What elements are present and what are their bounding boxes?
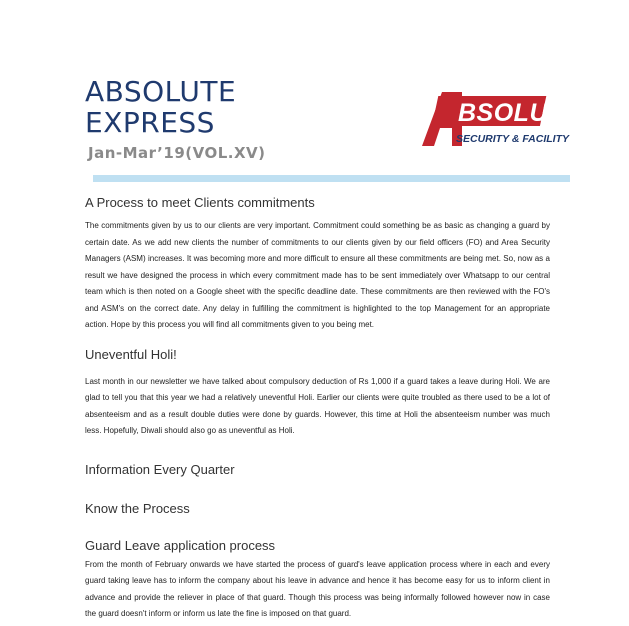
newsletter-content <box>85 195 550 623</box>
newsletter-title <box>85 76 236 138</box>
section-body: From the month of February onwards we have started the process of guard's leave application process where in each and every guard taking leave has to inform the company about his leave in advance and hence it has become easy for us to inform client in advance and provide the reliever in place of that guard. Though this process was being informally followed however now in case the guard doesn't inform or inform us late the fine is imposed on that guard. <box>85 559 550 618</box>
section-body: The commitments given by us to our clients are very important. Commitment could something be as basic as changing a guard by certain date. As we add new clients the number of commitments to our clients given by our field officers (FO) and Area Security Managers (ASM) increases. It was becoming more and more difficult to ensure all these commitments are being met. So, now as a result we have designed the process in which every commitment made has to be sent immediately over Whatsapp to our central team which is then noted on a Google sheet with the specific deadline date. These commitments are then reviewed with the FO's and ASM's on the correct date. Any delay in fulfilling the commitment is highlighted to the top Management for an appropriate action. Hope by this process you will find all commitments given to you being met. <box>85 221 550 329</box>
section-heading: Know the Process <box>85 500 190 516</box>
section-heading: Guard Leave application process <box>85 537 276 553</box>
title-line-2: EXPRESS <box>85 106 215 139</box>
logo-word: BSOLUTE <box>458 99 581 127</box>
issue-label: Jan-Mar’19(VOL.XV) <box>88 144 266 162</box>
section-heading: A Process to meet Clients commitments <box>85 195 315 210</box>
logo-tagline: SECURITY & FACILITY <box>456 133 569 145</box>
section-heading: Uneventful Holi! <box>85 346 177 362</box>
title-line-1: ABSOLUTE <box>85 75 237 108</box>
header-divider <box>93 175 570 182</box>
logo-graphic <box>418 88 581 150</box>
absolute-logo <box>418 88 581 150</box>
section-body: Last month in our newsletter we have talked about compulsory deduction of Rs 1,000 if a guard takes a leave during Holi. We are glad to tell you that this year we had a relatively uneventful Holi. Earlier our clients were quite troubled as there used to be a lot of absenteeism and as a result double duties were done by guards. However, this time at Holi the absenteeism number was much less. Hopefully, Diwali should also go as uneventful as Holi. <box>85 376 550 435</box>
section-heading: Information Every Quarter <box>85 461 235 477</box>
